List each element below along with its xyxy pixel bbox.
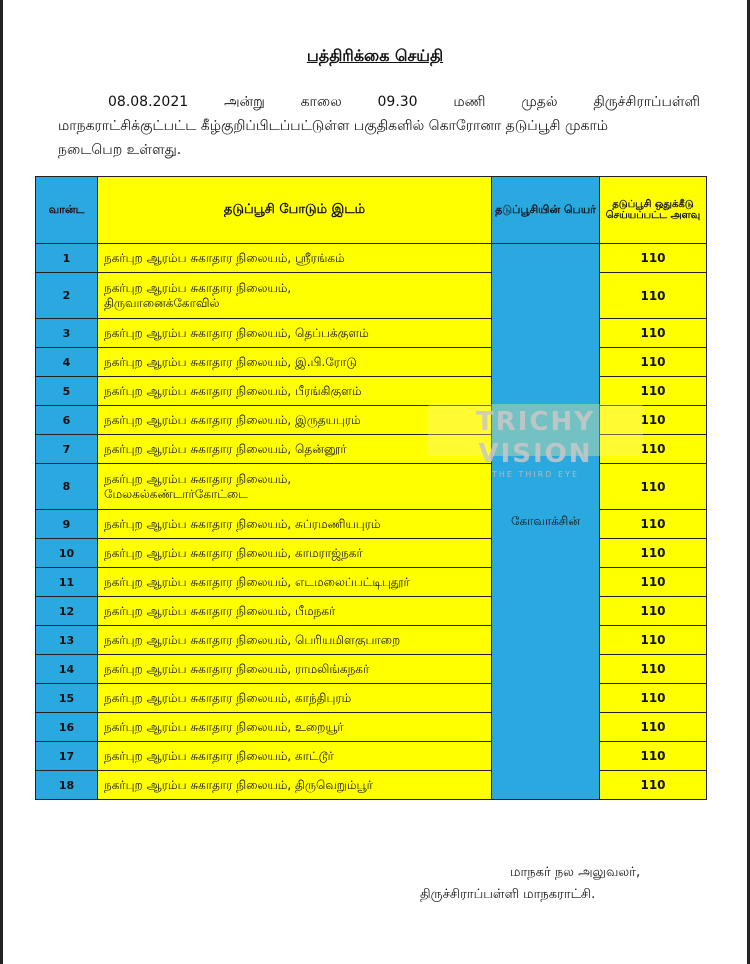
header-allocated: தடுப்பூசி ஒதுக்கீடு செய்யப்பட்ட அளவு xyxy=(600,177,707,244)
row-quantity: 110 xyxy=(600,539,707,568)
row-number: 18 xyxy=(36,771,98,800)
row-place: நகர்புற ஆரம்ப சுகாதார நிலையம், தென்னூர் xyxy=(98,435,492,464)
vaccine-name-cell: கோவாக்சின் xyxy=(492,244,600,800)
row-quantity: 110 xyxy=(600,244,707,273)
table-row xyxy=(36,597,707,626)
row-quantity: 110 xyxy=(600,771,707,800)
intro-date: 08.08.2021 xyxy=(108,94,189,110)
row-place: நகர்புற ஆரம்ப சுகாதார நிலையம், இருதயபுரம் xyxy=(98,406,492,435)
row-place: நகர்புற ஆரம்ப சுகாதார நிலையம், ராமலிங்கநகர் xyxy=(98,655,492,684)
row-quantity: 110 xyxy=(600,684,707,713)
table-row xyxy=(36,539,707,568)
row-quantity: 110 xyxy=(600,655,707,684)
table-row xyxy=(36,655,707,684)
intro-word: காலை xyxy=(300,94,342,110)
row-quantity: 110 xyxy=(600,348,707,377)
table-row xyxy=(36,244,707,273)
row-place: நகர்புற ஆரம்ப சுகாதார நிலையம், காட்டூர் xyxy=(98,742,492,771)
row-place: நகர்புற ஆரம்ப சுகாதார நிலையம், பீமநகர் xyxy=(98,597,492,626)
row-place-line-1: நகர்புற ஆரம்ப சுகாதார நிலையம், xyxy=(104,471,292,486)
row-place: நகர்புற ஆரம்ப சுகாதார நிலையம், இ.பி.ரோடு xyxy=(98,348,492,377)
watermark-sub-text: THE THIRD EYE xyxy=(491,470,580,479)
row-quantity: 110 xyxy=(600,377,707,406)
row-place: நகர்புற ஆரம்ப சுகாதார நிலையம், சுப்ரமணியபுரம் xyxy=(98,510,492,539)
row-place-line-2: திருவானைக்கோவில் xyxy=(104,295,220,310)
table-header-row xyxy=(36,177,707,244)
left-border xyxy=(0,0,3,964)
table-row xyxy=(36,273,707,319)
watermark xyxy=(428,404,643,479)
row-number: 7 xyxy=(36,435,98,464)
row-number: 10 xyxy=(36,539,98,568)
row-quantity: 110 xyxy=(600,273,707,319)
signature-block xyxy=(420,862,700,906)
table-row xyxy=(36,684,707,713)
signature-designation: மாநகர் நல அலுவலர், xyxy=(510,865,641,880)
table-row xyxy=(36,626,707,655)
row-number: 13 xyxy=(36,626,98,655)
row-place xyxy=(98,273,492,319)
row-quantity: 110 xyxy=(600,626,707,655)
row-place: நகர்புற ஆரம்ப சுகாதார நிலையம், தெப்பக்குளம் xyxy=(98,319,492,348)
row-place: நகர்புற ஆரம்ப சுகாதார நிலையம், காமராஜ்நகர் xyxy=(98,539,492,568)
vaccination-table xyxy=(35,176,707,800)
row-place: நகர்புற ஆரம்ப சுகாதார நிலையம், திருவெறும்பூர் xyxy=(98,771,492,800)
row-number: 14 xyxy=(36,655,98,684)
intro-line-3: நடைபெற உள்ளது. xyxy=(58,142,182,158)
row-place: நகர்புற ஆரம்ப சுகாதார நிலையம், பெரியமிளகுபாறை xyxy=(98,626,492,655)
intro-line-1 xyxy=(58,90,700,114)
intro-word: அன்று xyxy=(223,94,265,110)
signature-organization: திருச்சிராப்பள்ளி மாநகராட்சி. xyxy=(420,887,596,902)
row-place-line-1: நகர்புற ஆரம்ப சுகாதார நிலையம், xyxy=(104,280,292,295)
row-number: 11 xyxy=(36,568,98,597)
row-number: 15 xyxy=(36,684,98,713)
intro-city: திருச்சிராப்பள்ளி xyxy=(593,94,700,110)
page-title: பத்திரிக்கை செய்தி xyxy=(306,46,444,65)
row-quantity: 110 xyxy=(600,464,707,510)
header-place: தடுப்பூசி போடும் இடம் xyxy=(98,177,492,244)
row-number: 16 xyxy=(36,713,98,742)
table-row xyxy=(36,713,707,742)
row-number: 6 xyxy=(36,406,98,435)
row-quantity: 110 xyxy=(600,435,707,464)
header-ward: வான்ட xyxy=(36,177,98,244)
row-number: 1 xyxy=(36,244,98,273)
intro-paragraph xyxy=(58,90,700,162)
row-quantity: 110 xyxy=(600,568,707,597)
intro-line-2: மாநகராட்சிக்குட்பட்ட கீழ்குறிப்பிடப்பட்டுள்ள பகுதிகளில் கொரோனா தடுப்பூசி முகாம் xyxy=(58,118,609,134)
table-row xyxy=(36,319,707,348)
row-place-line-2: மேலகல்கண்டார்கோட்டை xyxy=(104,486,248,501)
table-row xyxy=(36,742,707,771)
row-number: 5 xyxy=(36,377,98,406)
row-quantity: 110 xyxy=(600,597,707,626)
row-place: நகர்புற ஆரம்ப சுகாதார நிலையம், ஸ்ரீரங்கம் xyxy=(98,244,492,273)
row-place: நகர்புற ஆரம்ப சுகாதார நிலையம், பீரங்கிகுளம் xyxy=(98,377,492,406)
row-number: 3 xyxy=(36,319,98,348)
row-quantity: 110 xyxy=(600,406,707,435)
intro-time: 09.30 xyxy=(377,94,418,110)
table-row xyxy=(36,771,707,800)
watermark-main-text: TRICHY VISION xyxy=(475,407,596,469)
row-place: நகர்புற ஆரம்ப சுகாதார நிலையம், உறையூர் xyxy=(98,713,492,742)
table-row xyxy=(36,377,707,406)
intro-word: முதல் xyxy=(521,94,558,110)
row-place: நகர்புற ஆரம்ப சுகாதார நிலையம், எடமலைப்பட்டிபுதூர் xyxy=(98,568,492,597)
row-number: 17 xyxy=(36,742,98,771)
row-quantity: 110 xyxy=(600,319,707,348)
table-row xyxy=(36,510,707,539)
intro-word: மணி xyxy=(453,94,486,110)
table-row xyxy=(36,348,707,377)
row-quantity: 110 xyxy=(600,742,707,771)
table-row xyxy=(36,568,707,597)
row-place: நகர்புற ஆரம்ப சுகாதார நிலையம், காந்திபுரம் xyxy=(98,684,492,713)
row-number: 4 xyxy=(36,348,98,377)
row-number: 2 xyxy=(36,273,98,319)
row-number: 12 xyxy=(36,597,98,626)
header-vaccine-name: தடுப்பூசியின் பெயர் xyxy=(492,177,600,244)
row-quantity: 110 xyxy=(600,510,707,539)
row-quantity: 110 xyxy=(600,713,707,742)
row-number: 8 xyxy=(36,464,98,510)
row-number: 9 xyxy=(36,510,98,539)
